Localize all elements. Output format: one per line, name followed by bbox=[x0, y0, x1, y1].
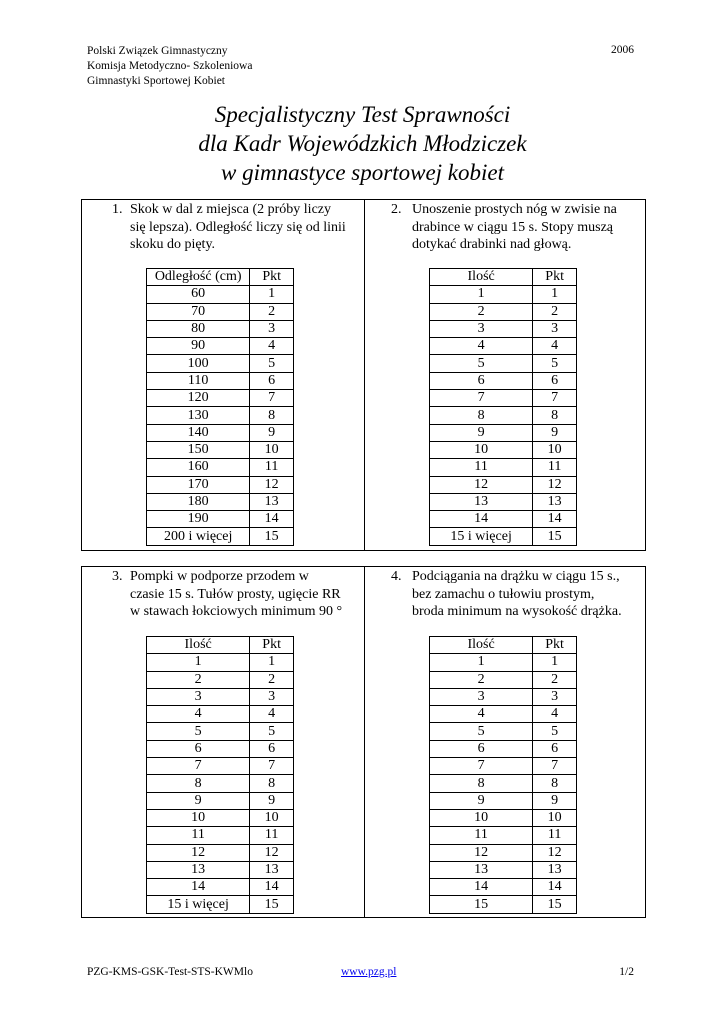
points-cell: 9 bbox=[533, 792, 577, 809]
description-line: Podciągania na drążku w ciągu 15 s., bbox=[412, 569, 620, 584]
table-row bbox=[147, 286, 294, 303]
measure-cell: 1 bbox=[147, 654, 250, 671]
points-cell: 8 bbox=[250, 407, 294, 424]
measure-cell: 200 i więcej bbox=[147, 528, 250, 545]
measure-cell: 8 bbox=[430, 407, 533, 424]
header-measure: Ilość bbox=[147, 637, 250, 654]
points-cell: 5 bbox=[250, 355, 294, 372]
table-row bbox=[430, 740, 577, 757]
measure-cell: 13 bbox=[430, 861, 533, 878]
measure-cell: 3 bbox=[430, 688, 533, 705]
points-cell: 9 bbox=[533, 424, 577, 441]
table-row bbox=[430, 355, 577, 372]
points-table bbox=[146, 636, 294, 914]
measure-cell: 4 bbox=[430, 338, 533, 355]
organization-header bbox=[87, 44, 252, 89]
points-cell: 3 bbox=[250, 688, 294, 705]
footer-doc-code: PZG-KMS-GSK-Test-STS-KWMlo bbox=[87, 966, 253, 978]
measure-cell: 6 bbox=[430, 372, 533, 389]
points-cell: 8 bbox=[250, 775, 294, 792]
page-title bbox=[0, 100, 725, 187]
points-cell: 7 bbox=[533, 758, 577, 775]
table-row bbox=[147, 844, 294, 861]
points-cell: 9 bbox=[250, 792, 294, 809]
header-points: Pkt bbox=[533, 269, 577, 286]
header-points: Pkt bbox=[533, 637, 577, 654]
points-cell: 8 bbox=[533, 775, 577, 792]
points-cell: 2 bbox=[533, 303, 577, 320]
org-line: Komisja Metodyczno- Szkoleniowa bbox=[87, 60, 253, 72]
measure-cell: 100 bbox=[147, 355, 250, 372]
measure-cell: 14 bbox=[430, 511, 533, 528]
table-header-row bbox=[430, 269, 577, 286]
measure-cell: 15 bbox=[430, 896, 533, 913]
points-cell: 11 bbox=[250, 827, 294, 844]
measure-cell: 15 i więcej bbox=[430, 528, 533, 545]
measure-cell: 150 bbox=[147, 441, 250, 458]
measure-cell: 8 bbox=[430, 775, 533, 792]
description-line: broda minimum na wysokość drążka. bbox=[412, 604, 622, 619]
measure-cell: 13 bbox=[430, 493, 533, 510]
footer-link-wrap bbox=[341, 966, 396, 978]
points-cell: 2 bbox=[250, 671, 294, 688]
points-cell: 10 bbox=[533, 441, 577, 458]
table-row bbox=[430, 844, 577, 861]
measure-cell: 9 bbox=[147, 792, 250, 809]
description-line: się lepsza). Odległość liczy się od linii bbox=[130, 219, 346, 235]
test-number: 1. bbox=[112, 202, 123, 217]
table-row bbox=[147, 355, 294, 372]
header-measure: Ilość bbox=[430, 637, 533, 654]
table-row bbox=[147, 528, 294, 545]
table-row bbox=[147, 320, 294, 337]
measure-cell: 10 bbox=[147, 809, 250, 826]
table-row bbox=[430, 528, 577, 545]
table-row bbox=[147, 671, 294, 688]
points-cell: 12 bbox=[533, 476, 577, 493]
measure-cell: 60 bbox=[147, 286, 250, 303]
table-row bbox=[430, 879, 577, 896]
measure-cell: 2 bbox=[147, 671, 250, 688]
points-table bbox=[429, 268, 577, 546]
measure-cell: 180 bbox=[147, 493, 250, 510]
table-header-row bbox=[147, 269, 294, 286]
description-line: czasie 15 s. Tułów prosty, ugięcie RR bbox=[130, 586, 341, 602]
points-cell: 6 bbox=[533, 740, 577, 757]
points-cell: 4 bbox=[533, 338, 577, 355]
measure-cell: 7 bbox=[430, 758, 533, 775]
table-row bbox=[147, 459, 294, 476]
table-header-row bbox=[147, 637, 294, 654]
description-line: skoku do pięty. bbox=[130, 237, 216, 252]
points-cell: 13 bbox=[533, 493, 577, 510]
description-line: dotykać drabinki nad głową. bbox=[412, 237, 572, 252]
measure-cell: 10 bbox=[430, 809, 533, 826]
org-line: Polski Związek Gimnastyczny bbox=[87, 45, 228, 57]
measure-cell: 14 bbox=[430, 879, 533, 896]
points-cell: 15 bbox=[250, 528, 294, 545]
footer-page-number: 1/2 bbox=[619, 966, 634, 978]
measure-cell: 1 bbox=[430, 286, 533, 303]
points-cell: 1 bbox=[250, 654, 294, 671]
table-row bbox=[147, 372, 294, 389]
table-row bbox=[147, 476, 294, 493]
points-cell: 7 bbox=[250, 390, 294, 407]
measure-cell: 8 bbox=[147, 775, 250, 792]
table-row bbox=[430, 476, 577, 493]
table-row bbox=[147, 424, 294, 441]
points-cell: 8 bbox=[533, 407, 577, 424]
measure-cell: 15 i więcej bbox=[147, 896, 250, 913]
points-cell: 14 bbox=[250, 511, 294, 528]
measure-cell: 9 bbox=[430, 792, 533, 809]
table-row bbox=[147, 861, 294, 878]
measure-cell: 170 bbox=[147, 476, 250, 493]
points-cell: 7 bbox=[533, 390, 577, 407]
points-cell: 14 bbox=[533, 511, 577, 528]
table-row bbox=[430, 493, 577, 510]
measure-cell: 7 bbox=[430, 390, 533, 407]
points-cell: 10 bbox=[250, 809, 294, 826]
table-row bbox=[147, 827, 294, 844]
table-row bbox=[147, 407, 294, 424]
points-cell: 2 bbox=[250, 303, 294, 320]
points-cell: 4 bbox=[250, 706, 294, 723]
test-4 bbox=[365, 567, 645, 917]
measure-cell: 2 bbox=[430, 303, 533, 320]
measure-cell: 12 bbox=[147, 844, 250, 861]
measure-cell: 11 bbox=[147, 827, 250, 844]
points-cell: 5 bbox=[250, 723, 294, 740]
measure-cell: 10 bbox=[430, 441, 533, 458]
points-cell: 12 bbox=[533, 844, 577, 861]
points-cell: 4 bbox=[533, 706, 577, 723]
measure-cell: 6 bbox=[430, 740, 533, 757]
points-table bbox=[429, 636, 577, 914]
points-cell: 12 bbox=[250, 476, 294, 493]
tests-box-top bbox=[81, 199, 646, 551]
table-row bbox=[147, 879, 294, 896]
header-points: Pkt bbox=[250, 637, 294, 654]
test-number: 2. bbox=[391, 202, 402, 217]
table-row bbox=[430, 459, 577, 476]
table-row bbox=[430, 827, 577, 844]
points-cell: 6 bbox=[533, 372, 577, 389]
points-cell: 10 bbox=[533, 809, 577, 826]
measure-cell: 9 bbox=[430, 424, 533, 441]
table-row bbox=[147, 338, 294, 355]
test-number: 4. bbox=[391, 569, 402, 584]
points-cell: 1 bbox=[533, 286, 577, 303]
measure-cell: 11 bbox=[430, 459, 533, 476]
table-row bbox=[147, 654, 294, 671]
measure-cell: 190 bbox=[147, 511, 250, 528]
table-header-row bbox=[430, 637, 577, 654]
measure-cell: 7 bbox=[147, 758, 250, 775]
measure-cell: 140 bbox=[147, 424, 250, 441]
points-cell: 14 bbox=[533, 879, 577, 896]
points-cell: 7 bbox=[250, 758, 294, 775]
measure-cell: 90 bbox=[147, 338, 250, 355]
table-row bbox=[147, 493, 294, 510]
table-row bbox=[430, 896, 577, 913]
points-cell: 3 bbox=[250, 320, 294, 337]
measure-cell: 70 bbox=[147, 303, 250, 320]
test-number: 3. bbox=[112, 569, 123, 584]
measure-cell: 2 bbox=[430, 671, 533, 688]
points-cell: 13 bbox=[533, 861, 577, 878]
measure-cell: 13 bbox=[147, 861, 250, 878]
points-cell: 5 bbox=[533, 355, 577, 372]
points-cell: 1 bbox=[533, 654, 577, 671]
table-row bbox=[430, 809, 577, 826]
table-row bbox=[430, 390, 577, 407]
table-row bbox=[430, 286, 577, 303]
table-row bbox=[147, 740, 294, 757]
table-row bbox=[430, 338, 577, 355]
measure-cell: 160 bbox=[147, 459, 250, 476]
description-line: Unoszenie prostych nóg w zwisie na bbox=[412, 202, 617, 217]
table-row bbox=[430, 424, 577, 441]
measure-cell: 12 bbox=[430, 476, 533, 493]
points-cell: 12 bbox=[250, 844, 294, 861]
table-row bbox=[147, 511, 294, 528]
table-row bbox=[430, 654, 577, 671]
points-cell: 15 bbox=[533, 896, 577, 913]
points-cell: 10 bbox=[250, 441, 294, 458]
table-row bbox=[147, 792, 294, 809]
measure-cell: 5 bbox=[147, 723, 250, 740]
points-cell: 13 bbox=[250, 493, 294, 510]
title-line: Specjalistyczny Test Sprawności bbox=[214, 102, 511, 127]
description-line: w stawach łokciowych minimum 90 ° bbox=[130, 604, 343, 619]
measure-cell: 4 bbox=[147, 706, 250, 723]
points-table bbox=[146, 268, 294, 546]
points-cell: 15 bbox=[533, 528, 577, 545]
table-row bbox=[430, 303, 577, 320]
header-points: Pkt bbox=[250, 269, 294, 286]
measure-cell: 110 bbox=[147, 372, 250, 389]
table-row bbox=[430, 372, 577, 389]
description-line: drabince w ciągu 15 s. Stopy muszą bbox=[412, 219, 614, 235]
table-row bbox=[147, 775, 294, 792]
measure-cell: 14 bbox=[147, 879, 250, 896]
table-row bbox=[147, 758, 294, 775]
points-cell: 3 bbox=[533, 320, 577, 337]
table-row bbox=[430, 706, 577, 723]
header-measure: Ilość bbox=[430, 269, 533, 286]
points-cell: 5 bbox=[533, 723, 577, 740]
points-cell: 11 bbox=[533, 827, 577, 844]
points-cell: 3 bbox=[533, 688, 577, 705]
description-line: bez zamachu o tułowiu prostym, bbox=[412, 586, 595, 602]
table-row bbox=[430, 320, 577, 337]
points-cell: 6 bbox=[250, 372, 294, 389]
measure-cell: 3 bbox=[430, 320, 533, 337]
description-line: Skok w dal z miejsca (2 próby liczy bbox=[130, 202, 332, 217]
points-cell: 11 bbox=[250, 459, 294, 476]
table-row bbox=[430, 758, 577, 775]
table-row bbox=[147, 723, 294, 740]
table-row bbox=[147, 809, 294, 826]
measure-cell: 4 bbox=[430, 706, 533, 723]
measure-cell: 6 bbox=[147, 740, 250, 757]
table-row bbox=[430, 511, 577, 528]
table-row bbox=[430, 792, 577, 809]
table-row bbox=[430, 775, 577, 792]
table-row bbox=[147, 441, 294, 458]
table-row bbox=[430, 723, 577, 740]
table-row bbox=[430, 441, 577, 458]
points-cell: 6 bbox=[250, 740, 294, 757]
measure-cell: 130 bbox=[147, 407, 250, 424]
measure-cell: 5 bbox=[430, 355, 533, 372]
title-line: dla Kadr Wojewódzkich Młodziczek bbox=[198, 131, 527, 156]
measure-cell: 80 bbox=[147, 320, 250, 337]
table-row bbox=[147, 896, 294, 913]
test-3 bbox=[82, 567, 364, 917]
points-cell: 13 bbox=[250, 861, 294, 878]
footer-website-link[interactable]: www.pzg.pl bbox=[341, 966, 397, 978]
table-row bbox=[147, 303, 294, 320]
measure-cell: 12 bbox=[430, 844, 533, 861]
measure-cell: 5 bbox=[430, 723, 533, 740]
table-row bbox=[430, 688, 577, 705]
points-cell: 15 bbox=[250, 896, 294, 913]
measure-cell: 11 bbox=[430, 827, 533, 844]
points-cell: 4 bbox=[250, 338, 294, 355]
table-row bbox=[147, 688, 294, 705]
points-cell: 2 bbox=[533, 671, 577, 688]
points-cell: 11 bbox=[533, 459, 577, 476]
table-row bbox=[147, 706, 294, 723]
table-row bbox=[430, 861, 577, 878]
title-line: w gimnastyce sportowej kobiet bbox=[221, 160, 504, 185]
points-cell: 9 bbox=[250, 424, 294, 441]
table-row bbox=[147, 390, 294, 407]
org-line: Gimnastyki Sportowej Kobiet bbox=[87, 75, 225, 87]
test-2 bbox=[365, 200, 645, 550]
measure-cell: 3 bbox=[147, 688, 250, 705]
header-year: 2006 bbox=[611, 44, 634, 56]
points-cell: 14 bbox=[250, 879, 294, 896]
table-row bbox=[430, 671, 577, 688]
points-cell: 1 bbox=[250, 286, 294, 303]
measure-cell: 1 bbox=[430, 654, 533, 671]
measure-cell: 120 bbox=[147, 390, 250, 407]
header-measure: Odległość (cm) bbox=[147, 269, 250, 286]
tests-box-bottom bbox=[81, 566, 646, 918]
description-line: Pompki w podporze przodem w bbox=[130, 569, 309, 584]
table-row bbox=[430, 407, 577, 424]
test-1 bbox=[82, 200, 364, 550]
